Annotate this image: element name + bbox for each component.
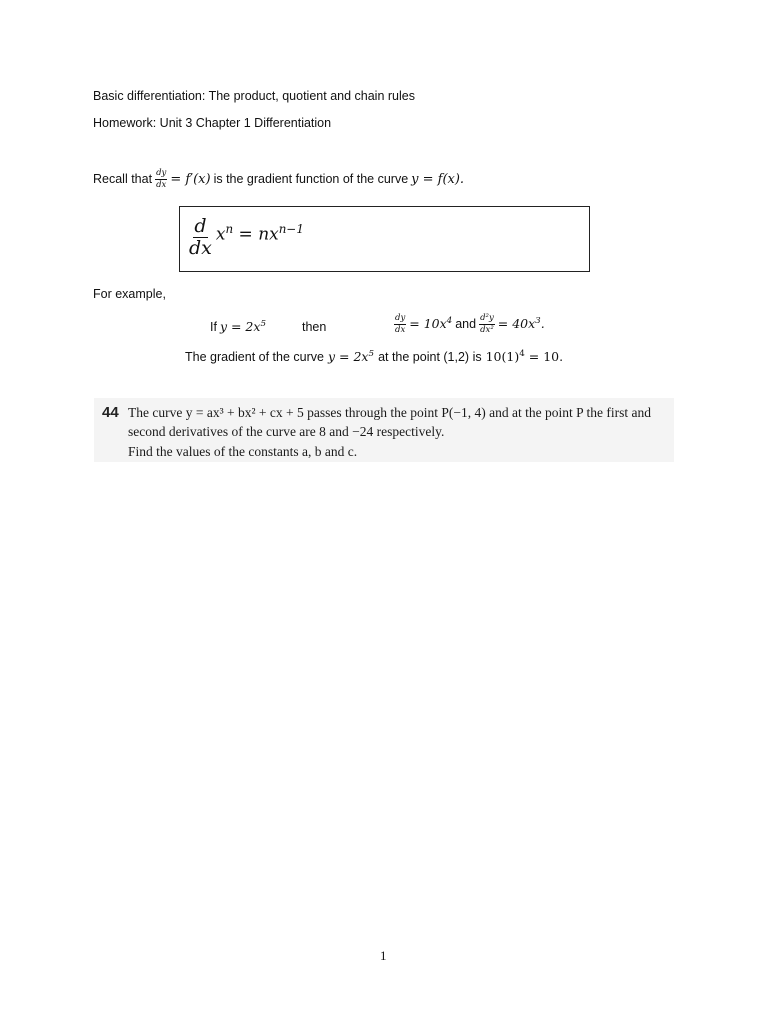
rule-frac-num: d	[194, 215, 207, 237]
question-line-3: Find the values of the constants a, b and c.	[128, 444, 358, 459]
rule-frac-den: dx	[189, 237, 212, 259]
second-derivative-rhs: = 40x	[497, 316, 536, 332]
question-line-2: second derivatives of the curve are 8 and −24 respectively.	[128, 424, 445, 439]
first-derivative-fraction	[394, 314, 406, 334]
second-derivative-end: .	[540, 316, 545, 332]
example-if-statement	[210, 319, 266, 334]
example-if-math	[220, 319, 266, 334]
second-derivative-num: d²y	[480, 313, 494, 323]
rule-expression	[216, 222, 304, 245]
gradient-value-end: = 10.	[524, 349, 564, 365]
rule-rhs: = nx	[233, 224, 279, 245]
second-derivative-result	[498, 316, 545, 331]
gradient-prefix: The gradient of the curve	[185, 350, 324, 365]
power-rule-box	[179, 206, 590, 272]
example-and-text: and	[455, 317, 477, 331]
first-derivative-result	[409, 316, 452, 331]
rule-lhs-exponent: n	[225, 222, 234, 237]
gradient-value	[486, 349, 564, 364]
gradient-curve	[328, 349, 374, 364]
page-number: 1	[380, 948, 387, 963]
example-derivatives	[394, 314, 545, 334]
gradient-curve-exponent: 5	[368, 349, 375, 359]
power-rule-formula	[188, 217, 304, 258]
example-label: For example,	[93, 287, 166, 301]
homework-subtitle: Homework: Unit 3 Chapter 1 Differentiation	[93, 116, 332, 130]
second-derivative-fraction	[479, 314, 495, 334]
gradient-value-exponent: 4	[519, 349, 525, 359]
second-derivative-den: dx²	[480, 324, 494, 335]
question-44-block	[94, 398, 674, 462]
recall-sentence	[93, 169, 464, 189]
recall-derivative-fraction	[155, 169, 167, 189]
gradient-value-base: 10(1)	[485, 349, 520, 365]
first-derivative-rhs: = 10x	[409, 316, 447, 332]
recall-prefix: Recall that	[93, 172, 153, 186]
rule-rhs-exponent: n−1	[278, 222, 304, 237]
question-number: 44	[102, 404, 119, 421]
recall-frac-den: dx	[156, 179, 167, 190]
question-line-1: The curve y = ax³ + bx² + cx + 5 passes through the point P(−1, 4) and at the point P the first and	[128, 405, 651, 420]
example-if-base: y = 2x	[219, 319, 261, 335]
recall-frac-num: dy	[156, 168, 167, 178]
example-then-text: then	[302, 320, 327, 334]
gradient-curve-base: y = 2x	[327, 349, 369, 365]
gradient-sentence	[185, 349, 563, 364]
recall-middle-text: is the gradient function of the curve	[213, 172, 409, 186]
gradient-middle-text: at the point (1,2) is	[378, 350, 482, 365]
rule-derivative-operator	[188, 217, 213, 258]
recall-curve: y = f(x).	[411, 171, 465, 187]
first-derivative-den: dx	[395, 324, 406, 335]
example-if-text: If	[210, 319, 217, 334]
first-derivative-num: dy	[395, 313, 406, 323]
recall-equation: = f′(x)	[170, 171, 211, 187]
example-if-exponent: 5	[260, 319, 267, 329]
first-derivative-exponent: 4	[446, 316, 453, 327]
rule-lhs-base: x	[215, 224, 226, 245]
document-title: Basic differentiation: The product, quotient and chain rules	[93, 89, 415, 103]
second-derivative-exponent: 3	[535, 316, 541, 327]
